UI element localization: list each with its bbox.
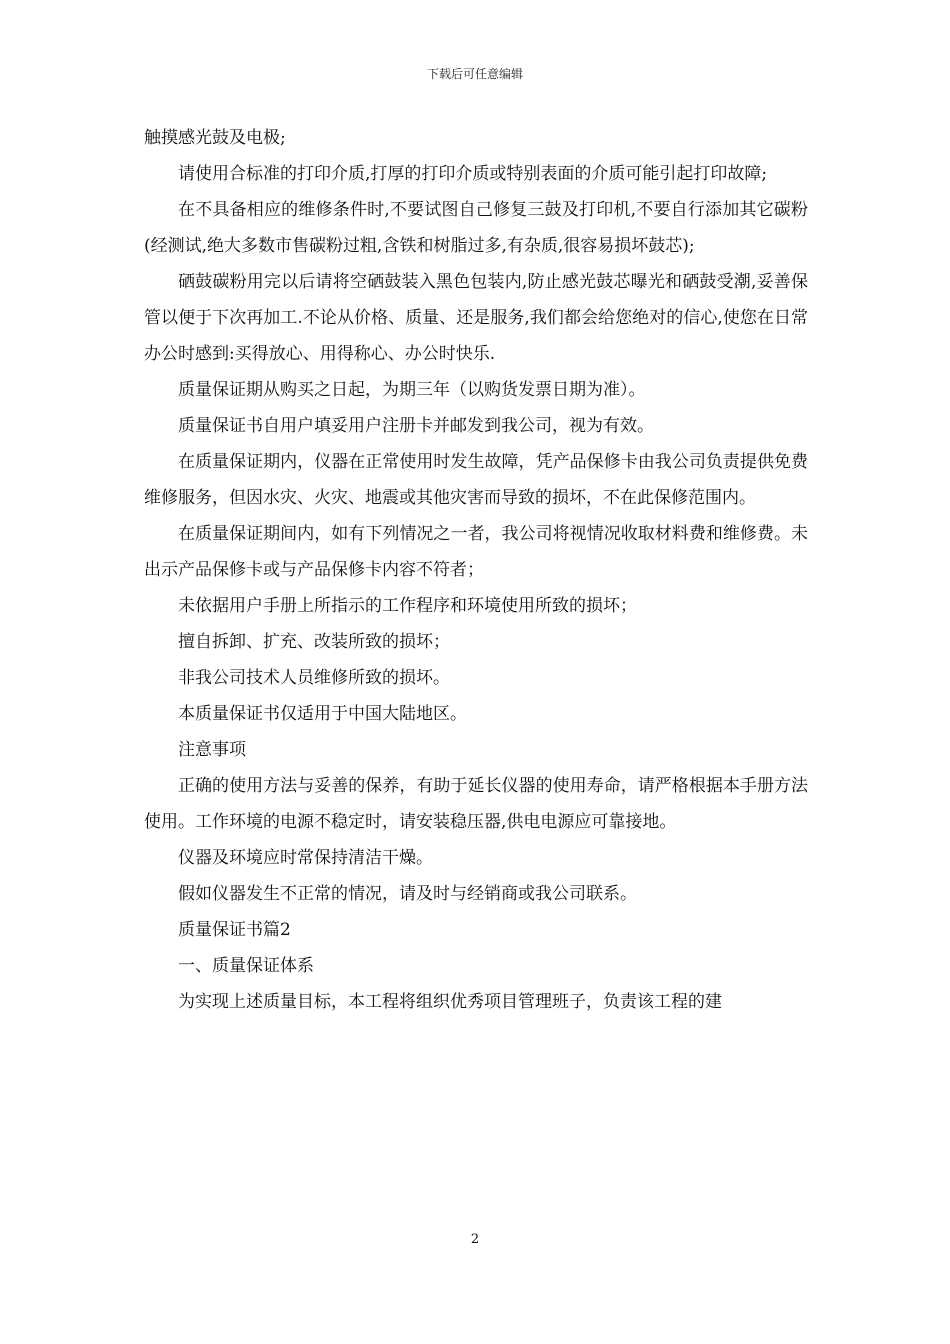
paragraph: 假如仪器发生不正常的情况，请及时与经销商或我公司联系。	[178, 884, 637, 904]
paragraph: 硒鼓碳粉用完以后请将空硒鼓装入黑色包装内,防止感光鼓芯曝光和硒鼓受潮,妥善保管以便于下次再加工.不论从价格、质量、还是服务,我们都会给您绝对的信心,使您在日常办公时感到:买得放心、用得称心、办公时快乐.	[144, 272, 808, 364]
paragraph: 质量保证期从购买之日起，为期三年（以购货发票日期为准）。	[178, 380, 646, 400]
section-heading: 质量保证书篇2	[178, 920, 291, 940]
paragraph: 触摸感光鼓及电极;	[144, 128, 286, 148]
paragraph: 正确的使用方法与妥善的保养，有助于延长仪器的使用寿命，请严格根据本手册方法使用。工作环境的电源不稳定时，请安装稳压器,供电电源应可靠接地。	[144, 776, 808, 832]
section-heading: 注意事项	[178, 740, 246, 760]
section-heading: 一、质量保证体系	[178, 956, 314, 976]
paragraph: 在质量保证期间内，如有下列情况之一者，我公司将视情况收取材料费和维修费。未出示产品保修卡或与产品保修卡内容不符者；	[144, 524, 808, 580]
paragraph: 擅自拆卸、扩充、改装所致的损坏；	[178, 632, 450, 652]
paragraph: 请使用合标准的打印介质,打厚的打印介质或特别表面的介质可能引起打印故障;	[178, 164, 768, 184]
paragraph: 在质量保证期内，仪器在正常使用时发生故障，凭产品保修卡由我公司负责提供免费维修服务，但因水灾、火灾、地震或其他灾害而导致的损坏，不在此保修范围内。	[144, 452, 808, 508]
paragraph: 本质量保证书仅适用于中国大陆地区。	[178, 704, 467, 724]
page-number: 2	[470, 1232, 480, 1247]
paragraph: 仪器及环境应时常保持清洁干燥。	[178, 848, 433, 868]
document-body	[144, 120, 808, 1020]
paragraph: 为实现上述质量目标，本工程将组织优秀项目管理班子，负责该工程的建	[178, 992, 722, 1012]
paragraph: 在不具备相应的维修条件时,不要试图自己修复三鼓及打印机,不要自行添加其它碳粉(经测试,绝大多数市售碳粉过粗,含铁和树脂过多,有杂质,很容易损坏鼓芯);	[144, 200, 808, 256]
paragraph: 非我公司技术人员维修所致的损坏。	[178, 668, 450, 688]
paragraph: 质量保证书自用户填妥用户注册卡并邮发到我公司，视为有效。	[178, 416, 654, 436]
paragraph: 未依据用户手册上所指示的工作程序和环境使用所致的损坏；	[178, 596, 637, 616]
page-header-note: 下载后可任意编辑	[426, 67, 523, 81]
